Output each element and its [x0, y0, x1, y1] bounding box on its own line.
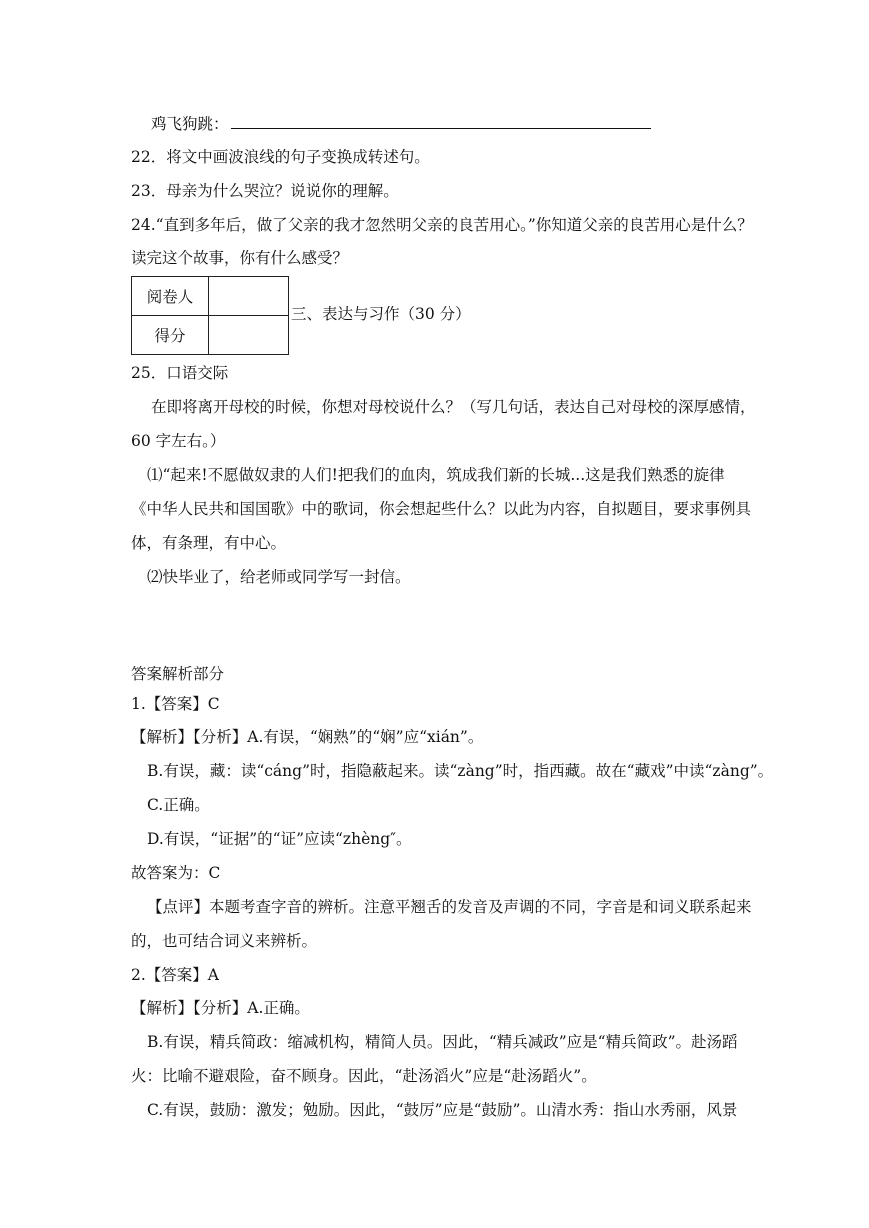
answer-1: 1.【答案】C — [131, 695, 220, 713]
answer-blank-line — [231, 114, 651, 129]
question-24-line-2: 读完这个故事，你有什么感受？ — [131, 249, 349, 267]
answer-1-option-d: D.有误，“证据”的“证”应读“zhèng″。 — [147, 830, 412, 848]
answer-2-analysis: 【解析】【分析】A.正确。 — [131, 999, 310, 1017]
reviewer-label: 阅卷人 — [132, 277, 209, 316]
section-3-title: 三、表达与习作（30 分） — [291, 305, 471, 323]
question-25-item-1-line-1: ⑴“起来!不愿做奴隶的人们!把我们的血肉，筑成我们新的长城...这是我们熟悉的旋律 — [147, 466, 725, 484]
question-25-title: 25．口语交际 — [131, 364, 229, 382]
score-table-row — [132, 277, 289, 316]
question-25-item-2: ⑵快毕业了，给老师或同学写一封信。 — [147, 568, 411, 586]
question-24-line-1: 24.“直到多年后，做了父亲的我才忽然明父亲的良苦用心。”你知道父亲的良苦用心是什么？ — [131, 216, 753, 234]
answer-1-option-b: B.有误，藏：读“cáng”时，指隐蔽起来。读“zàng”时，指西藏。故在“藏戏”中读“zàng”。 — [147, 762, 774, 780]
answer-1-final: 故答案为：C — [131, 864, 221, 882]
question-25-item-1-line-2: 《中华人民共和国国歌》中的歌词，你会想起些什么？以此为内容，自拟题目，要求事例具 — [131, 500, 752, 518]
answer-2-option-b-line-1: B.有误，精兵简政：缩减机构，精简人员。因此，“精兵减政”应是“精兵简政”。赴汤蹈 — [147, 1033, 738, 1051]
answer-2: 2.【答案】A — [131, 966, 219, 984]
reviewer-cell — [209, 277, 289, 316]
answer-1-comment-line-2: 的，也可结合词义来辨析。 — [131, 932, 318, 950]
question-22: 22．将文中画波浪线的句子变换成转述句。 — [131, 148, 430, 166]
answer-1-comment-line-1: 【点评】本题考查字音的辨析。注意平翘舌的发音及声调的不同，字音是和词义联系起来 — [147, 898, 752, 916]
score-label: 得分 — [132, 316, 209, 355]
answer-1-option-c: C.正确。 — [147, 796, 210, 814]
score-cell — [209, 316, 289, 355]
answer-2-option-c-line-1: C.有误，鼓励：激发；勉励。因此，“鼓厉”应是“鼓励”。山清水秀：指山水秀丽，风景 — [147, 1101, 738, 1119]
score-table-row — [132, 316, 289, 355]
q21-item — [151, 114, 651, 134]
question-25-prompt-line-2: 60 字左右。） — [131, 432, 226, 450]
q21-item-label: 鸡飞狗跳： — [151, 115, 229, 133]
question-25-item-1-line-3: 体，有条理，有中心。 — [131, 534, 287, 552]
question-23: 23．母亲为什么哭泣？说说你的理解。 — [131, 182, 399, 200]
score-table — [131, 276, 289, 355]
question-25-prompt-line-1: 在即将离开母校的时候，你想对母校说什么？（写几句话，表达自己对母校的深厚感情， — [151, 398, 756, 416]
answer-1-analysis: 【解析】【分析】A.有误，“娴熟”的“娴”应“xián”。 — [131, 728, 484, 746]
answer-2-option-b-line-2: 火：比喻不避艰险，奋不顾身。因此，“赴汤滔火”应是“赴汤蹈火”。 — [131, 1067, 597, 1085]
answers-heading: 答案解析部分 — [131, 665, 225, 683]
